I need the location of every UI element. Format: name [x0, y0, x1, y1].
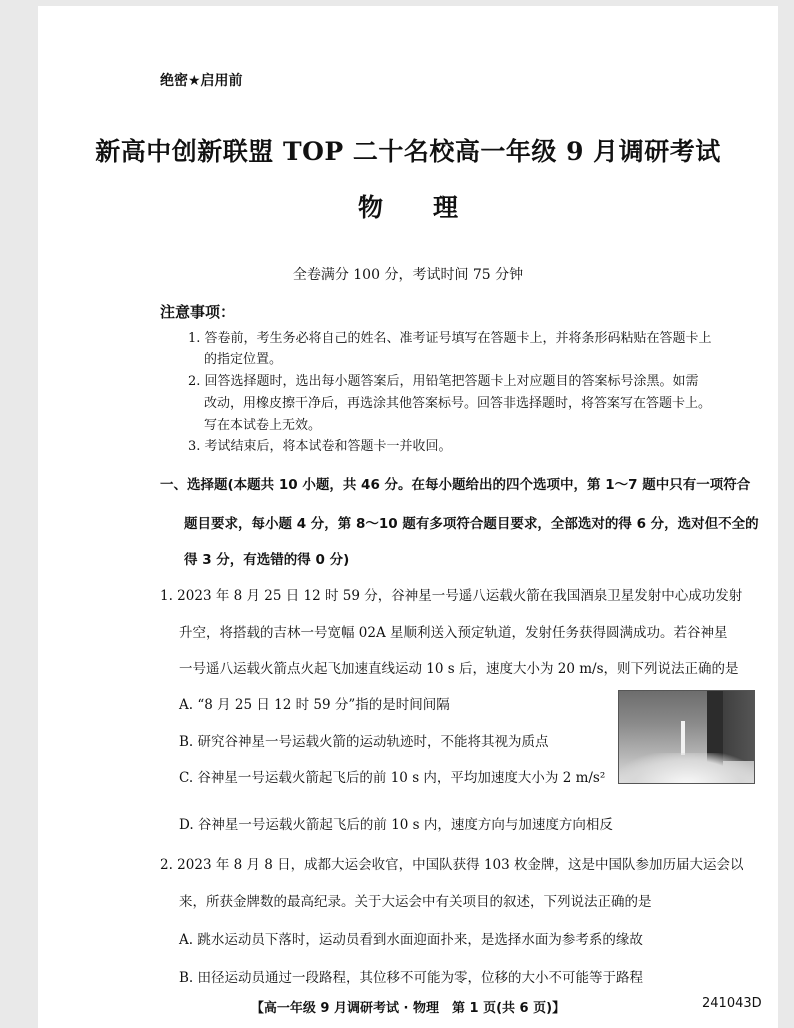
q1-option-b: B. 研究谷神星一号运载火箭的运动轨迹时，不能将其视为质点	[179, 734, 549, 750]
q1-option-c: C. 谷神星一号运载火箭起飞后的前 10 s 内，平均加速度大小为 2 m/s²	[179, 770, 606, 786]
notice-line: 写在本试卷上无效。	[204, 418, 322, 433]
notice-line: 的指定位置。	[204, 352, 283, 367]
q2-option-b: B. 田径运动员通过一段路程，其位移不可能为零，位移的大小不可能等于路程	[179, 970, 644, 986]
notice-line: 改动，用橡皮擦干净后，再选涂其他答案标号。回答非选择题时，将答案写在答题卡上。	[204, 396, 712, 411]
paper-code: 241043D	[702, 996, 762, 1011]
exam-page	[38, 6, 778, 1028]
q2-stem-line: 来，所获金牌数的最高纪录。关于大运会中有关项目的叙述，下列说法正确的是	[179, 894, 652, 910]
q1-stem-line: 升空，将搭载的吉林一号宽幅 02A 星顺利送入预定轨道，发射任务获得圆满成功。若谷神星	[179, 625, 728, 641]
notice-line: 2. 回答选择题时，选出每小题答案后，用铅笔把答题卡上对应题目的答案标号涂黑。如需	[188, 374, 699, 389]
notice-line: 1. 答卷前，考生务必将自己的姓名、准考证号填写在答题卡上，并将条形码粘贴在答题卡上	[188, 331, 712, 346]
q1-option-d: D. 谷神星一号运载火箭起飞后的前 10 s 内，速度方向与加速度方向相反	[179, 817, 613, 833]
section-heading-line: 题目要求，每小题 4 分，第 8～10 题有多项符合题目要求，全部选对的得 6 分，选对但不全的	[184, 516, 759, 532]
q2-option-a: A. 跳水运动员下落时，运动员看到水面迎面扑来，是选择水面为参考系的缘故	[179, 932, 643, 948]
q1-stem-line: 一号遥八运载火箭点火起飞加速直线运动 10 s 后，速度大小为 20 m/s，则下列说法正确的是	[179, 661, 739, 677]
exam-title: 新高中创新联盟 TOP 二十名校高一年级 9 月调研考试	[95, 137, 721, 166]
q1-stem-line: 1. 2023 年 8 月 25 日 12 时 59 分，谷神星一号遥八运载火箭在我国酒泉卫星发射中心成功发射	[160, 588, 743, 604]
notice-line: 3. 考试结束后，将本试卷和答题卡一并收回。	[188, 439, 452, 454]
page-footer: 【高一年级 9 月调研考试 · 物理 第 1 页(共 6 页)】	[250, 1001, 566, 1016]
q1-option-a: A. “8 月 25 日 12 时 59 分”指的是时间间隔	[179, 697, 450, 713]
rocket-launch-photo	[618, 690, 755, 784]
section-heading-line: 得 3 分，有选错的得 0 分)	[184, 552, 350, 568]
q2-stem-line: 2. 2023 年 8 月 8 日，成都大运会收官，中国队获得 103 枚金牌，这是中国队参加历届大运会以	[160, 857, 744, 873]
secret-label: 绝密★启用前	[160, 73, 243, 89]
smoke-shape	[619, 753, 755, 784]
section-heading-line: 一、选择题(本题共 10 小题，共 46 分。在每小题给出的四个选项中，第 1～7 题中只有一项符合	[160, 477, 751, 493]
score-info: 全卷满分 100 分，考试时间 75 分钟	[292, 267, 524, 283]
rocket-shape	[681, 721, 685, 755]
subject-title: 物理	[357, 193, 508, 222]
notice-heading: 注意事项：	[160, 303, 236, 321]
